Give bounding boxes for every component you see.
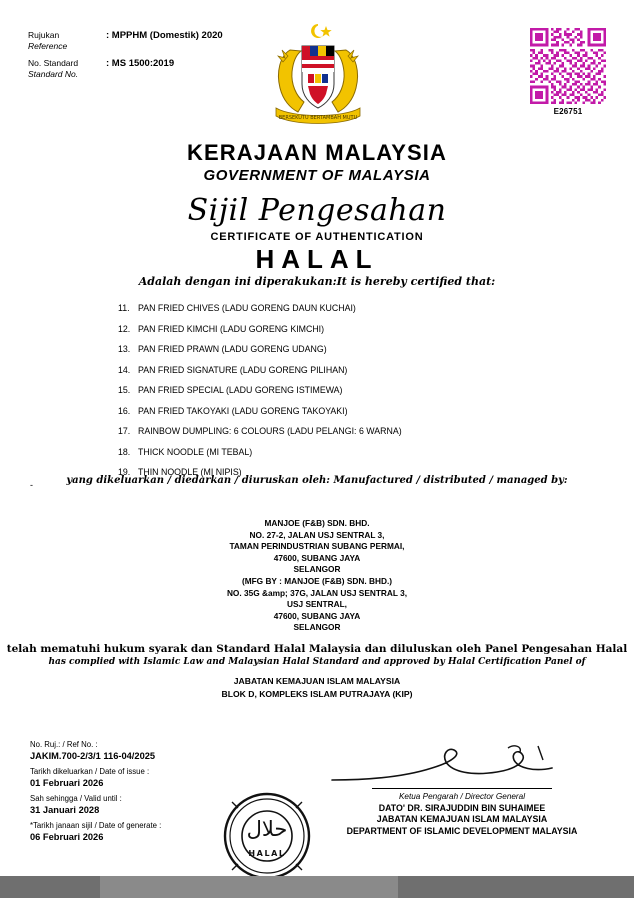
certificate-of-authentication-title: CERTIFICATE OF AUTHENTICATION bbox=[210, 231, 424, 243]
generate-date-label: *Tarikh janaan sijil / Date of generate : bbox=[30, 821, 162, 830]
compliance-statement bbox=[0, 643, 634, 667]
product-number: 17. bbox=[118, 426, 131, 436]
reference-label bbox=[28, 30, 106, 52]
bottom-bar bbox=[0, 876, 634, 898]
list-item bbox=[118, 365, 538, 375]
halal-arabic-text: حلال bbox=[246, 817, 288, 841]
valid-until-value: 31 Januari 2028 bbox=[30, 805, 100, 815]
list-item bbox=[118, 324, 538, 334]
sijil-pengesahan-title: Sijil Pengesahan bbox=[187, 193, 447, 228]
address-line: USJ SENTRAL, bbox=[287, 599, 347, 610]
product-name: THICK NOODLE (MI TEBAL) bbox=[138, 446, 253, 457]
list-item bbox=[118, 344, 538, 354]
address-line: NO. 35G &amp; 37G, JALAN USJ SENTRAL 3, bbox=[226, 587, 408, 598]
issued-by-line: yang dikeluarkan / diedarkan / diuruskan oleh: Manufactured / distributed / managed by: bbox=[66, 475, 568, 486]
header-reference-block bbox=[28, 30, 258, 86]
list-item bbox=[118, 385, 538, 395]
manufacturer-address-primary bbox=[0, 518, 634, 576]
compliance-ms: telah mematuhi hukum syarak dan Standard Halal Malaysia dan diluluskan oleh Panel Pengesahan Halal bbox=[6, 643, 628, 655]
department-ms: JABATAN KEMAJUAN ISLAM MALAYSIA bbox=[376, 814, 548, 824]
address-line: TAMAN PERINDUSTRIAN SUBANG PERMAI, bbox=[229, 541, 405, 552]
standard-label bbox=[28, 58, 106, 80]
product-number: 15. bbox=[118, 385, 131, 395]
address-line: NO. 27-2, JALAN USJ SENTRAL 3, bbox=[249, 529, 385, 540]
signature-image bbox=[312, 740, 612, 788]
government-title bbox=[0, 140, 634, 184]
qr-code-text: E26751 bbox=[553, 107, 583, 116]
issue-date-label: Tarikh dikeluarkan / Date of issue : bbox=[30, 767, 150, 776]
product-name: PAN FRIED SPECIAL (LADU GORENG ISTIMEWA) bbox=[138, 385, 343, 395]
address-line: 47600, SUBANG JAYA bbox=[273, 610, 361, 621]
product-name: RAINBOW DUMPLING: 6 COLOURS (LADU PELANGI: 6 WARNA) bbox=[138, 426, 402, 436]
signature-caption bbox=[312, 791, 612, 837]
product-number: 14. bbox=[118, 364, 131, 375]
svg-text:BERSEKUTU BERTAMBAH MUTU: BERSEKUTU BERTAMBAH MUTU bbox=[278, 115, 358, 121]
department-en: DEPARTMENT OF ISLAMIC DEVELOPMENT MALAYSIA bbox=[346, 825, 578, 836]
reference-label-ms: Rujukan bbox=[28, 30, 60, 40]
authority-name: JABATAN KEMAJUAN ISLAM MALAYSIA bbox=[233, 676, 401, 686]
list-item bbox=[118, 426, 538, 436]
manufacturer-address-secondary bbox=[0, 576, 634, 634]
product-name: PAN FRIED PRAWN (LADU GORENG UDANG) bbox=[138, 344, 327, 354]
halal-logo-icon bbox=[208, 792, 326, 880]
standard-row bbox=[28, 58, 258, 80]
product-name: PAN FRIED TAKOYAKI (LADU GORENG TAKOYAKI) bbox=[138, 405, 348, 416]
standard-label-en: Standard No. bbox=[28, 69, 79, 79]
product-number: 19. bbox=[118, 467, 131, 477]
list-item bbox=[118, 303, 538, 313]
product-number: 18. bbox=[118, 446, 131, 457]
reference-label-en: Reference bbox=[28, 41, 68, 51]
generate-date-value: 06 Februari 2026 bbox=[30, 832, 104, 842]
ref-no-value: JAKIM.700-2/3/1 116-04/2025 bbox=[30, 751, 156, 761]
reference-value: : MPPHM (Domestik) 2020 bbox=[106, 30, 223, 41]
director-general-name: DATO' DR. SIRAJUDDIN BIN SUHAIMEE bbox=[378, 802, 546, 813]
valid-until-label: Sah sehingga / Valid until : bbox=[30, 794, 122, 803]
government-title-ms: KERAJAAN MALAYSIA bbox=[187, 140, 447, 165]
reference-row bbox=[28, 30, 258, 52]
dash-mark: - bbox=[30, 480, 33, 490]
qr-code-icon[interactable] bbox=[530, 28, 606, 104]
director-general-title: Ketua Pengarah / Director General bbox=[398, 792, 526, 801]
address-line: SELANGOR bbox=[293, 622, 341, 633]
standard-value: : MS 1500:2019 bbox=[106, 58, 175, 69]
address-line: 47600, SUBANG JAYA bbox=[273, 552, 361, 563]
product-name: PAN FRIED CHIVES (LADU GORENG DAUN KUCHAI) bbox=[138, 303, 356, 313]
company-name: MANJOE (F&B) SDN. BHD. bbox=[264, 518, 370, 528]
bottom-bar-segment bbox=[398, 876, 634, 898]
product-name: PAN FRIED KIMCHI (LADU GORENG KIMCHI) bbox=[138, 323, 325, 334]
product-number: 12. bbox=[118, 323, 131, 334]
product-number: 13. bbox=[118, 344, 131, 354]
halal-title: HALAL bbox=[255, 244, 379, 274]
list-item bbox=[118, 447, 538, 457]
address-line: SELANGOR bbox=[293, 564, 341, 575]
compliance-en: has complied with Islamic Law and Malaysian Halal Standard and approved by Halal Certification Panel of bbox=[48, 657, 586, 667]
certifying-authority bbox=[0, 675, 634, 701]
authority-address: BLOK D, KOMPLEKS ISLAM PUTRAJAYA (KIP) bbox=[221, 689, 413, 699]
company-name: (MFG BY : MANJOE (F&B) SDN. BHD.) bbox=[241, 576, 393, 586]
issue-date-value: 01 Februari 2026 bbox=[30, 778, 104, 788]
product-name: THIN NOODLE (MI NIPIS) bbox=[138, 467, 242, 477]
product-name: PAN FRIED SIGNATURE (LADU GORENG PILIHAN) bbox=[138, 364, 348, 375]
product-number: 16. bbox=[118, 405, 131, 416]
bottom-bar-segment bbox=[0, 876, 100, 898]
halal-latin-text: HALAL bbox=[248, 849, 286, 858]
government-title-en: GOVERNMENT OF MALAYSIA bbox=[203, 167, 431, 184]
standard-label-ms: No. Standard bbox=[28, 58, 79, 68]
list-item bbox=[118, 406, 538, 416]
product-number: 11. bbox=[118, 303, 130, 313]
qr-code-block bbox=[530, 28, 606, 116]
hereby-certified-text: Adalah dengan ini diperakukan:It is hereby certified that: bbox=[138, 275, 496, 288]
ref-no-label: No. Ruj.: / Ref No. : bbox=[30, 740, 98, 749]
product-list bbox=[118, 303, 538, 488]
signature-block bbox=[312, 740, 612, 837]
malaysia-coat-of-arms-icon bbox=[268, 22, 368, 130]
